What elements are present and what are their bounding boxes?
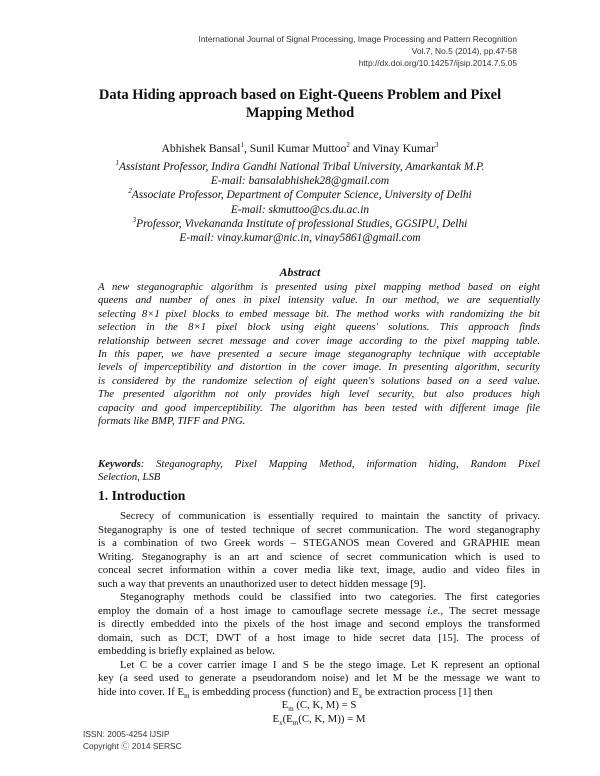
abstract-line: formats like BMP, TIFF and PNG.	[98, 415, 246, 428]
keywords-label: Keywords	[98, 458, 141, 470]
paragraph-line: is directly embedded into the pixels of the host image and second employs the transformed	[98, 618, 540, 630]
abstract-heading: Abstract	[279, 265, 321, 279]
abstract-line: selection in the 8×1 pixel block using eight queens' solutions. This approach finds	[98, 321, 540, 334]
paragraph-line: key (a seed used to generate a pseudorandom noise) and let M be the message we want to	[98, 672, 540, 684]
volume-info: Vol.7, No.5 (2014), pp.47-58	[411, 46, 517, 56]
section-heading: 1. Introduction	[98, 488, 186, 503]
paragraph-line: Let C be a cover carrier image I and S be the stego image. Let K represent an optional	[120, 658, 540, 671]
paragraph-line: Secrecy of communication is essentially required to maintain the sanctity of privacy.	[120, 510, 540, 522]
affiliations	[70, 160, 530, 245]
abstract-line: selecting 8×1 pixel blocks to embed message bit. The method works with randomizing the bit	[98, 307, 540, 320]
abstract-line: relationship between secret message and cover image according to the pixel mapping table.	[98, 334, 540, 347]
email-1[interactable]: E-mail: bansalabhishek28@gmail.com	[210, 175, 390, 188]
email-2[interactable]: E-mail: skmuttoo@cs.du.ac.in	[230, 203, 370, 216]
journal-name: International Journal of Signal Processing, Image Processing and Pattern Recognition	[198, 34, 517, 44]
abstract-line: In this paper, we have presented a secure image steganography technique with acceptable	[98, 348, 540, 361]
equation-embedding: $E_m$ (C, K, M) = S	[281, 699, 357, 714]
paragraph-line: embedding is briefly explained as below.	[98, 645, 275, 657]
paragraph-line: domain, such as DCT, DWT of a host image to hide secret data [15]. The process of	[98, 631, 540, 644]
abstract-line: is considered by the randomize selection of eight queen's solutions based on a seed value.	[98, 374, 540, 387]
abstract-line: A new steganographic algorithm is presented using pixel mapping method based on eight	[98, 281, 540, 293]
keywords: Keywords: Steganography, Pixel Mapping Method, information hiding, Random Pixel Selection, LSB	[98, 458, 540, 484]
paragraph-line: employ the domain of a host image to camouflage secrete message i.e., The secret message	[98, 604, 540, 617]
paragraph-line: hide into cover. If $E_m$ is embedding process (function) and $E_x$ be extraction process [1] then	[98, 685, 493, 700]
affiliation-3: $^3$Professor, Vivekananda Institute of professional Studies, GGSIPU, Delhi	[132, 216, 468, 230]
abstract-line: levels of imperceptibility and distortion in the cover image. In presenting algorithm, security	[98, 361, 540, 374]
affiliation-1: $^1$Assistant Professor, Indira Gandhi National Tribal University, Amarkantak M.P.	[115, 159, 485, 173]
paragraph-line: Writing. Steganography is an art and science of secret communication which is used to	[98, 550, 540, 563]
section-body	[98, 510, 540, 726]
abstract-line: queens and number of ones in pixel intensity value. In our method, we are sequentially	[98, 294, 540, 307]
abstract-line: capacity and good imperceptibility. The algorithm has been tested with different image file	[98, 401, 540, 414]
paragraph-line: Steganography is one of tested technique of secret communication. The word steganography	[98, 523, 540, 536]
running-header	[199, 33, 517, 69]
paragraph-line: is a combination of two Greek words – STEGANOS mean Covered and GRAPHIE mean	[98, 537, 540, 549]
page-footer	[83, 729, 182, 752]
paragraph-line: such a way that prevents an unauthorized user to detect hidden message [9].	[98, 577, 426, 590]
abstract-body	[98, 281, 540, 428]
abstract-line: The presented algorithm not only provides high level security, but also produces high	[98, 388, 540, 401]
author-2: , Sunil Kumar Muttoo	[243, 142, 347, 155]
author-3: and Vinay Kumar	[349, 142, 435, 155]
equation-extraction: $E_x(E_m(C$, K, M)) = M	[272, 712, 366, 727]
paper-title: Data Hiding approach based on Eight-Queens Problem and Pixel Mapping Method	[98, 87, 502, 121]
author-1: Abhishek Bansal	[161, 142, 241, 155]
paragraph-line: conceal secret information within a cover media like text, image, audio and video files in	[98, 564, 540, 576]
paragraph-line: Steganography methods could be classified into two categories. The first categories	[120, 591, 540, 603]
copyright: Copyright Ⓒ 2014 SERSC	[83, 740, 182, 751]
affiliation-2: $^2$Associate Professor, Department of Computer Science, University of Delhi	[128, 187, 472, 202]
doi-link[interactable]: http://dx.doi.org/10.14257/ijsip.2014.7.5.05	[358, 58, 517, 68]
email-3[interactable]: E-mail: vinay.kumar@nic.in, vinay5861@gmail.com	[179, 232, 421, 245]
issn: ISSN: 2005-4254 IJSIP	[83, 729, 170, 739]
author-list: Abhishek Bansal$^1$, Sunil Kumar Muttoo$^2$ and Vinay Kumar$^3$	[161, 141, 439, 155]
